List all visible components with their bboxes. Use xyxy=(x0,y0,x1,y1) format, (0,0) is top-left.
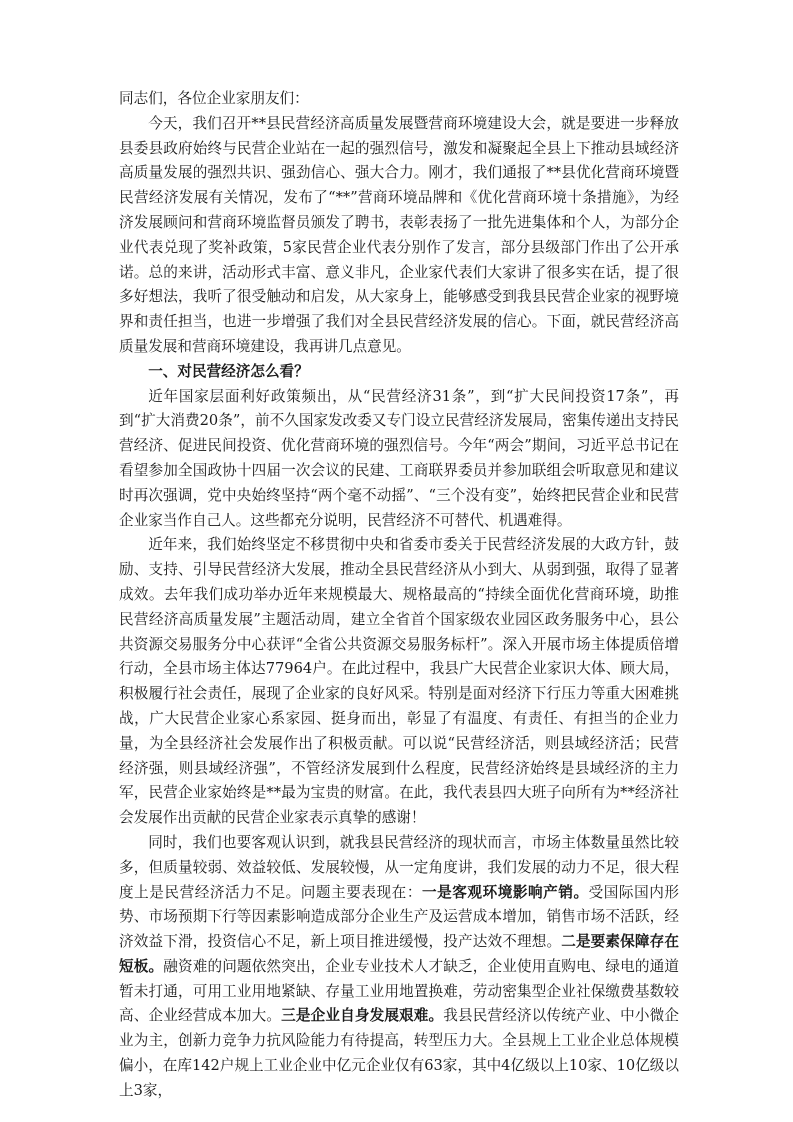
paragraph-achievements: 近年来，我们始终坚定不移贯彻中央和省委市委关于民营经济发展的大政方针，鼓励、支持、引导民营经济大发展，推动全县民营经济从小到大、从弱到强，取得了显著成效。去年我们成功举办近年来规模最大、规格最高的“持续全面优化营商环境，助推民营经济高质量发展”主题活动周，建立全省首个国家级农业园区政务服务中心，县公共资源交易服务分中心获评“全省公共资源交易服务标杆”。深入开展市场主体提质倍增行动，全县市场主体达77964户。在此过程中，我县广大民营企业家识大体、顾大局，积极履行社会责任，展现了企业家的良好风采。特别是面对经济下行压力等重大困难挑战，广大民营企业家心系家园、挺身而出，彰显了有温度、有责任、有担当的企业力量，为全县经济社会发展作出了积极贡献。可以说“民营经济活，则县域经济活；民营经济强，则县域经济强”，不管经济发展到什么程度，民营经济始终是县域经济的主力军，民营企业家始终是**最为宝贵的财富。在此，我代表县四大班子向所有为**经济社会发展作出贡献的民营企业家表示真挚的感谢！ xyxy=(119,536,679,827)
paragraph-problems xyxy=(119,831,679,1104)
paragraph-policy: 近年国家层面利好政策频出，从“民营经济31条”，到“扩大民间投资17条”，再到“扩大消费20条”，前不久国家发改委又专门设立民营经济发展局，密集传递出支持民营经济、促进民间投资、优化营商环境的强烈信号。今年“两会”期间，习近平总书记在看望参加全国政协十四届一次会议的民建、工商联界委员并参加联组会听取意见和建议时再次强调，党中央始终坚持“两个毫不动摇”、“三个没有变”，始终把民营企业和民营企业家当作自己人。这些都充分说明，民营经济不可替代、机遇难得。 xyxy=(119,387,679,529)
greeting: 同志们，各位企业家朋友们： xyxy=(119,90,309,107)
problem-2-text: 融资难的问题依然突出，企业专业技术人才缺乏，企业使用直购电、绿电的通道暂未打通，可用工业用地紧缺、存量工业用地置换难，劳动密集型企业社保缴费基数较高、企业经营成本加大。 xyxy=(119,957,679,1025)
problem-3-text: 我县民营经济以传统产业、中小微企业为主，创新力竞争力抗风险能力有待提高，转型压力大。全县规上工业企业总体规模偏小，在库142户规上工业企业中亿元企业仅有63家，其中4亿级以上10家、10亿级以上3家， xyxy=(119,1007,679,1099)
problem-2-title: 二是要素保障存在短板。 xyxy=(119,933,679,975)
document-page xyxy=(119,87,679,1104)
problem-3-title: 三是企业自身发展艰难。 xyxy=(281,1007,444,1025)
problem-1-text: 受国际国内形势、市场预期下行等因素影响造成部分企业生产及运营成本增加，销售市场不活跃，经济效益下滑，投资信心不足，新上项目推进缓慢，投产达效不理想。 xyxy=(119,883,679,951)
problem-1-title: 一是客观环境影响产销。 xyxy=(421,883,589,901)
paragraph-opening: 今天，我们召开**县民营经济高质量发展暨营商环境建设大会，就是要进一步释放县委县政府始终与民营企业站在一起的强烈信号，激发和凝聚起全县上下推动县域经济高质量发展的强烈共识、强劲信心、强大合力。刚才，我们通报了**县优化营商环境暨民营经济发展有关情况，发布了“**”营商环境品牌和《优化营商环境十条措施》，为经济发展顾问和营商环境监督员颁发了聘书，表彰表扬了一批先进集体和个人，为部分企业代表兑现了奖补政策，5家民营企业代表分别作了发言，部分县级部门作出了公开承诺。总的来讲，活动形式丰富、意义非凡，企业家代表们大家讲了很多实在话，提了很多好想法，我听了很受触动和启发，从大家身上，能够感受到我县民营企业家的视野境界和责任担当，也进一步增强了我们对全县民营经济发展的信心。下面，就民营经济高质量发展和营商环境建设，我再讲几点意见。 xyxy=(119,114,679,355)
section-heading-1: 一、对民营经济怎么看？ xyxy=(148,362,309,380)
problems-intro-text: 同时，我们也要客观认识到，就我县民营经济的现状而言，市场主体数量虽然比较多，但质量较弱、效益较低、发展较慢，从一定角度讲，我们发展的动力不足，很大程度上是民营经济活力不足。问题主要表现在： xyxy=(119,833,679,901)
